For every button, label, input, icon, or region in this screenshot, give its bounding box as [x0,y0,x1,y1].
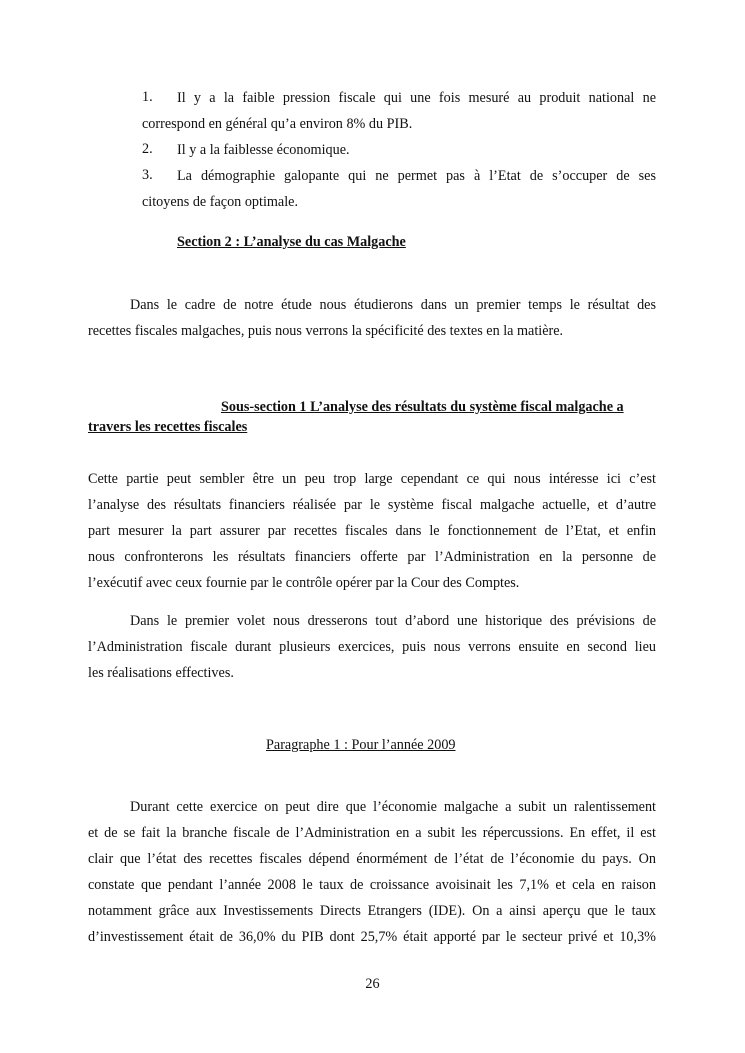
list-item-text: Il y a la faiblesse économique. [177,142,350,158]
text-line: l’Administration fiscale durant plusieurs exercices, puis nous verrons ensuite en second lieu [88,639,656,655]
heading-line: Sous-section 1 L’analyse des résultats du système fiscal malgache a [221,399,624,415]
list-number: 2. [142,141,153,157]
list-number: 1. [142,89,153,105]
page-number: 26 [365,976,380,992]
text-line: Dans le premier volet nous dresserons tout d’abord une historique des prévisions de [130,613,656,629]
list-item-text: citoyens de façon optimale. [142,194,299,210]
section-heading: Section 2 : L’analyse du cas Malgache [177,234,406,250]
text-line: Dans le cadre de notre étude nous étudierons dans un premier temps le résultat des [130,297,656,313]
text-line: clair que l’état des recettes fiscales dépend énormément de l’état de l’économie du pays. On [88,851,656,867]
text-line: les réalisations effectives. [88,665,234,681]
heading-line: travers les recettes fiscales [88,419,248,435]
list-item-text: Il y a la faible pression fiscale qui une fois mesuré au produit national ne [177,90,656,106]
text-line: nous confronterons les résultats financiers offerte par l’Administration en la personne de [88,549,656,565]
text-line: d’investissement était de 36,0% du PIB dont 25,7% était apporté par le secteur privé et 10,3% [88,929,656,945]
text-line: l’analyse des résultats financiers réalisée par le système fiscal malgache actuelle, et d’autre [88,497,656,513]
list-item-text: La démographie galopante qui ne permet pas à l’Etat de s’occuper de ses [177,168,656,184]
paragraph-heading: Paragraphe 1 : Pour l’année 2009 [266,737,456,753]
list-item-text: correspond en général qu’a environ 8% du PIB. [142,116,413,132]
text-line: notamment grâce aux Investissements Directs Etrangers (IDE). On a ainsi aperçu que le taux [88,903,656,919]
text-line: Durant cette exercice on peut dire que l’économie malgache a subit un ralentissement [130,799,656,815]
text-line: constate que pendant l’année 2008 le taux de croissance avoisinait les 7,1% et cela en raison [88,877,656,893]
list-number: 3. [142,167,153,183]
text-line: et de se fait la branche fiscale de l’Administration en a subit les répercussions. En effet, il est [88,825,656,841]
text-line: l’exécutif avec ceux fournie par le contrôle opérer par la Cour des Comptes. [88,575,520,591]
text-line: Cette partie peut sembler être un peu trop large cependant ce qui nous intéresse ici c’est [88,471,656,487]
text-line: recettes fiscales malgaches, puis nous verrons la spécificité des textes en la matière. [88,323,564,339]
text-line: part mesurer la part assurer par recettes fiscales dans le fonctionnement de l’Etat, et enfin [88,523,656,539]
